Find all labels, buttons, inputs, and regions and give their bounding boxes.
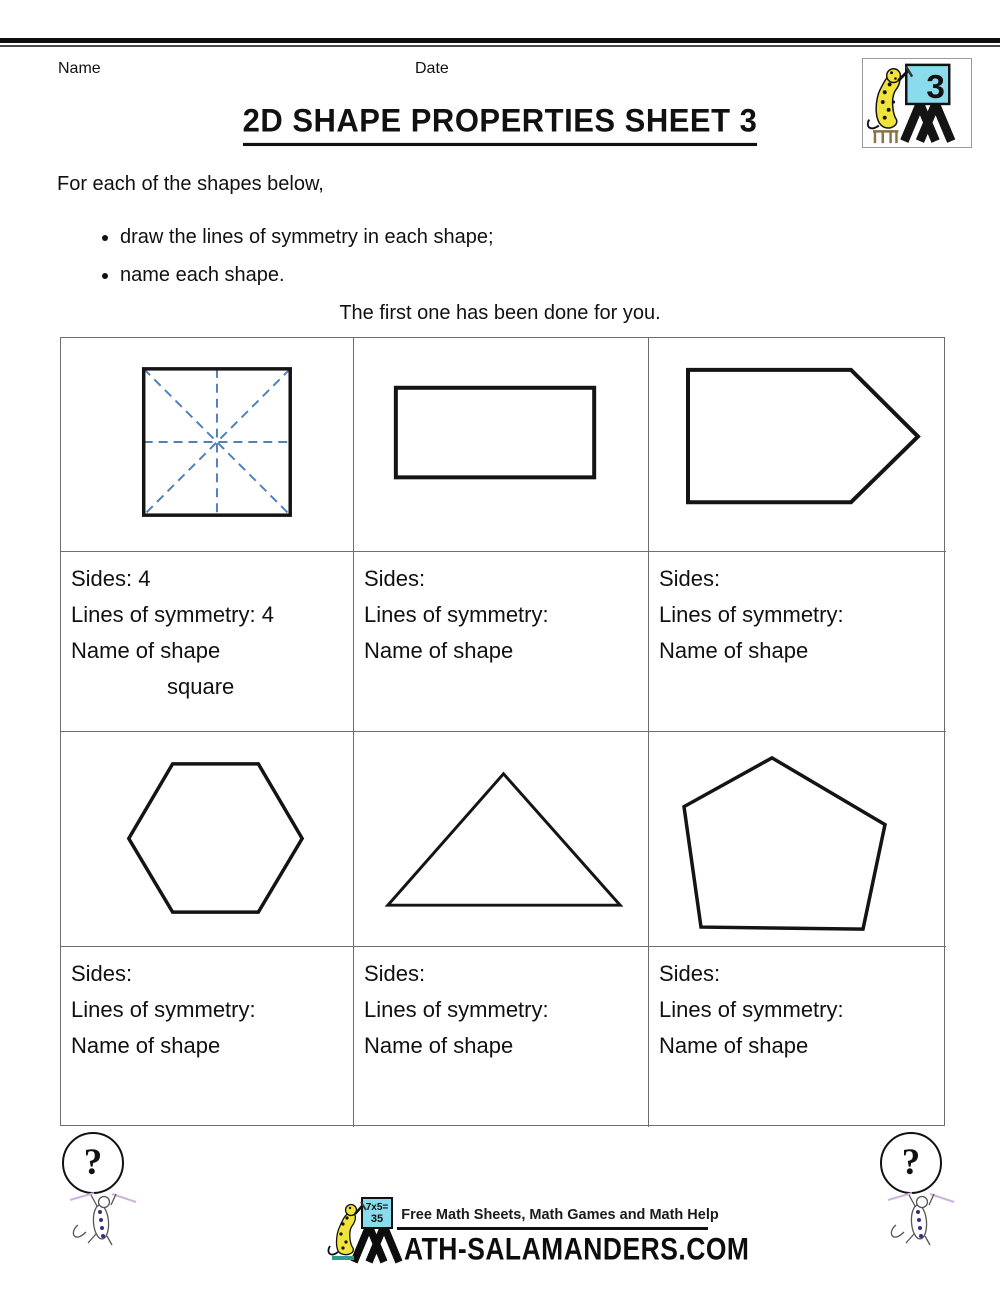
- header-rule-thin: [0, 45, 1000, 47]
- question-badge-left: [62, 1132, 132, 1194]
- shape-answer: square: [167, 674, 235, 699]
- cell-shape-triangle: [354, 732, 649, 947]
- symmetry-label: Lines of symmetry:: [364, 997, 549, 1022]
- pentagon-arrow-outline: [688, 370, 918, 502]
- pentagon-outline: [684, 758, 885, 929]
- hexagon-icon: [61, 732, 353, 946]
- sides-label: Sides:: [364, 961, 426, 986]
- intro-bullet-2: • name each shape.: [120, 264, 494, 287]
- hanging-salamander-icon-right: [886, 1190, 956, 1250]
- board-equation-line1: 7x5=: [365, 1202, 389, 1213]
- sides-label: Sides:: [659, 566, 721, 591]
- sides-label: Sides:: [71, 961, 133, 986]
- sides-label: Sides:: [659, 961, 721, 986]
- cell-answer-square: [61, 552, 354, 732]
- board-equation-line2: 35: [370, 1213, 384, 1225]
- shape-name-label: Name of shape: [71, 638, 221, 663]
- cell-answer-rectangle: [354, 552, 649, 732]
- question-mark: ?: [901, 1142, 921, 1183]
- shape-name-label: Name of shape: [364, 638, 514, 663]
- grade-number: 3: [926, 69, 945, 107]
- footer-tagline: Free Math Sheets, Math Games and Math Help: [401, 1207, 719, 1223]
- triangle-outline: [388, 774, 620, 905]
- cell-shape-square: [61, 338, 354, 552]
- pentagon-arrow-icon: [649, 338, 946, 551]
- hanging-salamander-icon-left: [68, 1190, 138, 1250]
- question-badge-right: [880, 1132, 950, 1194]
- footer-rule: [397, 1227, 708, 1230]
- intro-bullet-1: • draw the lines of symmetry in each shape;: [120, 226, 494, 249]
- triangle-icon: [354, 732, 648, 946]
- footer-wordmark: ATH-SALAMANDERS.COM: [404, 1231, 750, 1267]
- cell-shape-pentagon: [649, 732, 946, 947]
- rectangle-outline: [396, 388, 594, 478]
- shape-name-label: Name of shape: [659, 1033, 809, 1058]
- name-label: Name: [58, 60, 101, 77]
- square-with-symmetry-lines-icon: [61, 338, 353, 551]
- cell-shape-rectangle: [354, 338, 649, 552]
- cell-shape-hexagon: [61, 732, 354, 947]
- shape-name-label: Name of shape: [71, 1033, 221, 1058]
- intro-lead: For each of the shapes below,: [57, 173, 324, 195]
- question-mark: ?: [83, 1142, 103, 1183]
- intro-note: The first one has been done for you.: [339, 302, 661, 324]
- page-title-row: [0, 103, 1000, 145]
- intro-bullet-list: [92, 226, 494, 302]
- symmetry-label: Lines of symmetry:: [71, 997, 256, 1022]
- salamander-head: [917, 1197, 928, 1208]
- hexagon-outline: [129, 764, 302, 912]
- symmetry-label: Lines of symmetry:: [659, 602, 844, 627]
- date-label: Date: [415, 60, 449, 77]
- salamander-head: [99, 1197, 110, 1208]
- question-circle: [880, 1132, 942, 1194]
- symmetry-label: Lines of symmetry: 4: [71, 602, 274, 627]
- shape-name-label: Name of shape: [659, 638, 809, 663]
- cell-answer-pentagon: [649, 947, 946, 1127]
- question-circle: [62, 1132, 124, 1194]
- rectangle-icon: [354, 338, 648, 551]
- sides-label: Sides: 4: [71, 566, 151, 591]
- symmetry-label: Lines of symmetry:: [364, 602, 549, 627]
- page-title: 2D SHAPE PROPERTIES SHEET 3: [243, 102, 758, 146]
- symmetry-label: Lines of symmetry:: [659, 997, 844, 1022]
- worksheet-table: [60, 337, 945, 1126]
- header-rule-thick: [0, 38, 1000, 43]
- cell-shape-pentagon-arrow: [649, 338, 946, 552]
- shape-name-label: Name of shape: [364, 1033, 514, 1058]
- cell-answer-hexagon: [61, 947, 354, 1127]
- salamander-tail: [891, 1225, 904, 1237]
- pentagon-icon: [649, 732, 946, 946]
- cell-answer-pentagon-arrow: [649, 552, 946, 732]
- symmetry-lines: [144, 369, 290, 515]
- salamander-tail: [73, 1225, 86, 1237]
- sides-label: Sides:: [364, 566, 426, 591]
- cell-answer-triangle: [354, 947, 649, 1127]
